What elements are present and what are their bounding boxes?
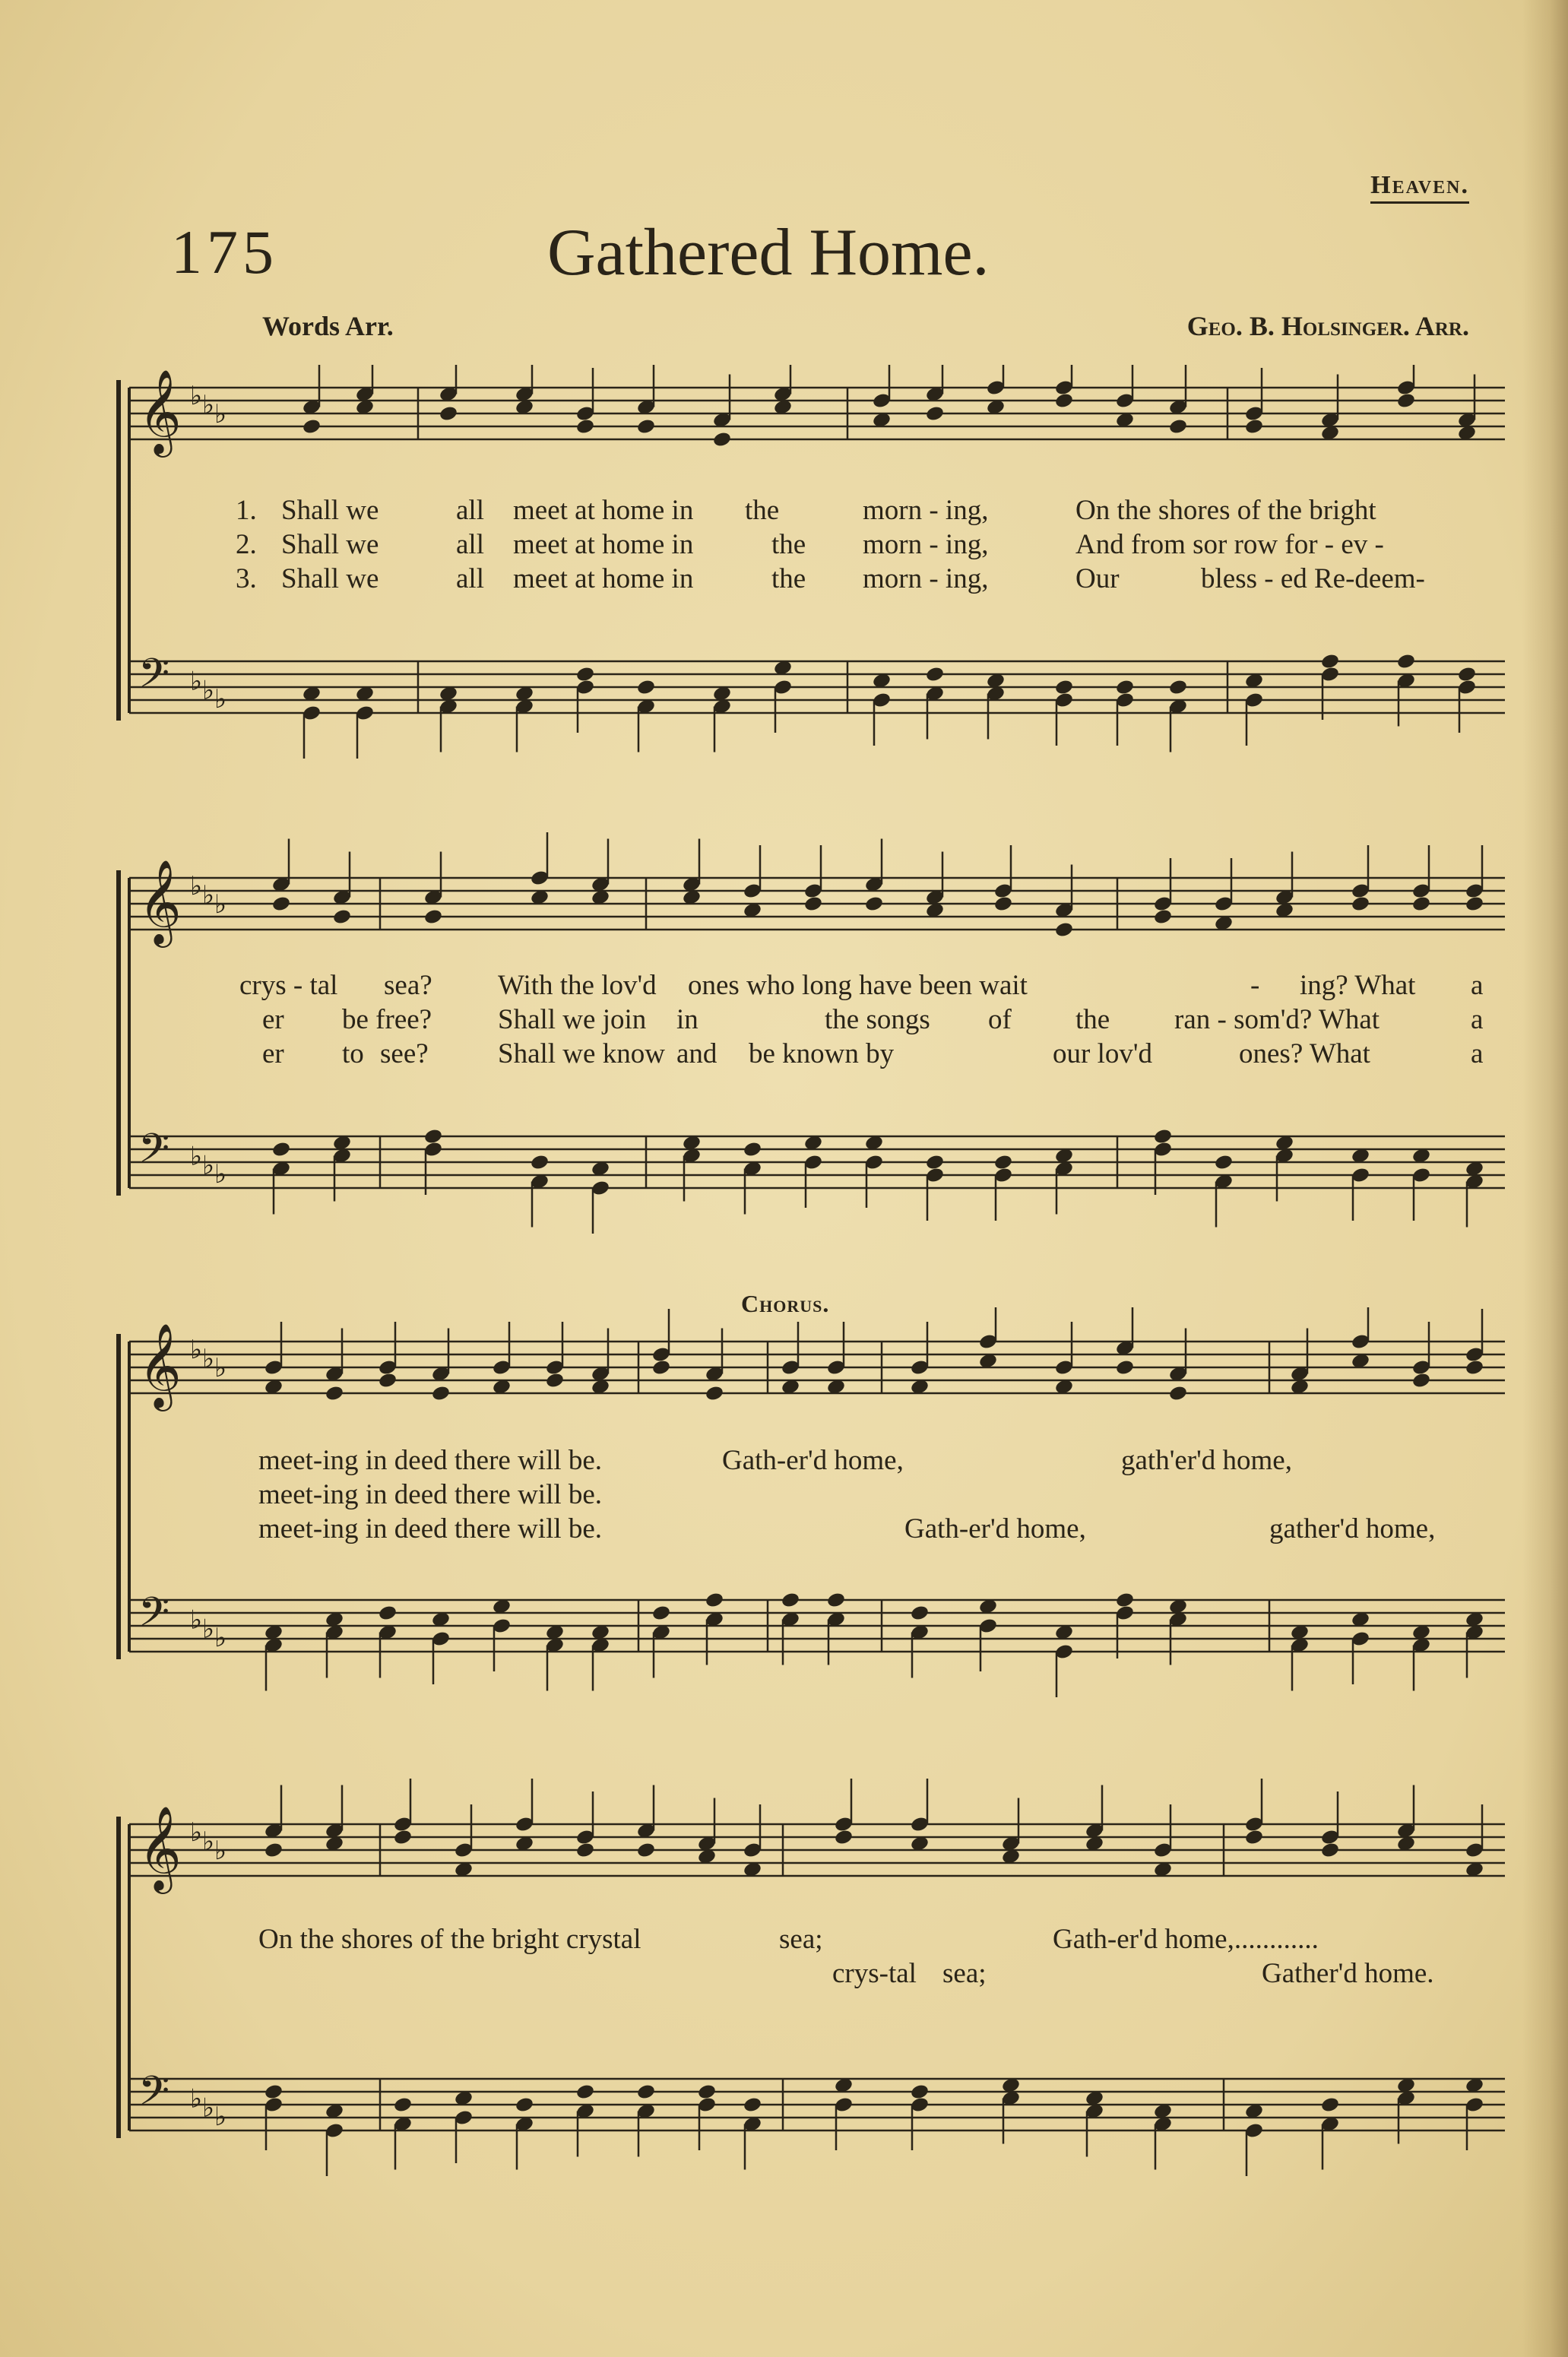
flat-sign: ♭ xyxy=(202,1614,215,1645)
flat-sign: ♭ xyxy=(190,1335,203,1366)
flat-sign: ♭ xyxy=(190,666,203,697)
note-head xyxy=(636,1842,656,1859)
note-head xyxy=(1320,2096,1340,2114)
treble-clef: 𝄞 xyxy=(138,859,182,944)
section-heading: Heaven. xyxy=(1370,171,1469,204)
flat-sign: ♭ xyxy=(190,1605,203,1636)
lyric-line-verse-2: 2. Shall we all meet at home in the morn - ing, And from sor row for - ev - xyxy=(236,529,1384,560)
flat-sign: ♭ xyxy=(202,675,215,706)
note-head xyxy=(1115,1592,1135,1609)
note-head xyxy=(705,1592,724,1609)
lyric-line-verse-2: er be free? Shall we join in the songs of the ran - som'd? What a xyxy=(262,1004,1484,1035)
note-head xyxy=(826,1592,846,1609)
note-head xyxy=(697,2083,717,2101)
note-head xyxy=(271,1141,291,1158)
note-head xyxy=(530,1154,550,1171)
note-head xyxy=(1465,1359,1484,1377)
treble-clef: 𝄞 xyxy=(138,369,182,454)
lyric-line-2: meet-ing in deed there will be. xyxy=(258,1479,603,1510)
note-head xyxy=(439,405,458,423)
note-head xyxy=(925,666,945,683)
note-head xyxy=(1168,679,1188,696)
note-head xyxy=(1244,418,1264,436)
flat-sign: ♭ xyxy=(214,1159,227,1190)
lyric-line-verse-3: 3. Shall we all meet at home in the morn - ing, Our bless - ed Re-deem- xyxy=(236,563,1425,594)
note-head xyxy=(712,431,732,448)
note-head xyxy=(1054,392,1074,410)
note-head xyxy=(423,908,443,926)
flat-sign: ♭ xyxy=(214,1835,227,1866)
music-system-3 xyxy=(114,1307,1505,1733)
note-head xyxy=(1244,1829,1264,1846)
flat-sign: ♭ xyxy=(190,1141,203,1172)
note-head xyxy=(1153,908,1173,926)
flat-sign: ♭ xyxy=(190,2083,203,2115)
note-head xyxy=(271,895,291,913)
note-head xyxy=(651,1605,671,1622)
note-head xyxy=(431,1385,451,1402)
bass-clef: 𝄢 xyxy=(138,1126,170,1182)
note-head xyxy=(302,418,322,436)
treble-clef: 𝄞 xyxy=(138,1805,182,1890)
hymn-number: 175 xyxy=(171,217,278,287)
lyric-line-1: On the shores of the bright crystal sea; Gath-er'd home,............ xyxy=(258,1924,1319,1955)
note-head xyxy=(378,1372,398,1389)
note-head xyxy=(781,1592,800,1609)
flat-sign: ♭ xyxy=(202,1150,215,1181)
note-head xyxy=(651,1359,671,1377)
flat-sign: ♭ xyxy=(214,398,227,429)
note-head xyxy=(636,418,656,436)
flat-sign: ♭ xyxy=(214,684,227,715)
flat-sign: ♭ xyxy=(202,880,215,911)
note-head xyxy=(705,1385,724,1402)
note-head xyxy=(803,895,823,913)
flat-sign: ♭ xyxy=(214,2102,227,2133)
music-system-2 xyxy=(114,817,1505,1258)
music-system-4 xyxy=(114,1775,1505,2200)
flat-sign: ♭ xyxy=(190,1817,203,1849)
treble-clef: 𝄞 xyxy=(138,1323,182,1408)
note-head xyxy=(393,2096,413,2114)
note-head xyxy=(1168,1385,1188,1402)
note-head xyxy=(910,1605,930,1622)
note-head xyxy=(332,908,352,926)
flat-sign: ♭ xyxy=(214,1352,227,1383)
note-head xyxy=(325,1385,344,1402)
note-head xyxy=(925,405,945,423)
flat-sign: ♭ xyxy=(190,381,203,412)
note-head xyxy=(1115,1359,1135,1377)
note-head xyxy=(834,1829,854,1846)
flat-sign: ♭ xyxy=(202,390,215,420)
note-head xyxy=(743,2096,762,2114)
page-edge-shadow xyxy=(1522,0,1568,2357)
note-head xyxy=(864,895,884,913)
note-head xyxy=(393,1829,413,1846)
flat-sign: ♭ xyxy=(214,1623,227,1654)
note-head xyxy=(1411,895,1431,913)
note-head xyxy=(993,895,1013,913)
note-head xyxy=(575,2083,595,2101)
lyric-line-1: meet-ing in deed there will be. Gath-er'd home, gath'er'd home, xyxy=(258,1445,1292,1476)
note-head xyxy=(515,2096,534,2114)
flat-sign: ♭ xyxy=(202,2092,215,2124)
flat-sign: ♭ xyxy=(190,871,203,902)
flat-sign: ♭ xyxy=(214,889,227,920)
note-head xyxy=(743,1141,762,1158)
lyric-line-verse-1: 1. Shall we all meet at home in the morn - ing, On the shores of the bright xyxy=(236,495,1376,526)
lyric-line-3: meet-ing in deed there will be. Gath-er'd home, gather'd home, xyxy=(258,1513,1436,1544)
flat-sign: ♭ xyxy=(202,1344,215,1374)
note-head xyxy=(910,2083,930,2101)
note-head xyxy=(1320,653,1340,670)
hymn-title: Gathered Home. xyxy=(547,216,990,290)
note-head xyxy=(636,679,656,696)
note-head xyxy=(575,418,595,436)
note-head xyxy=(1457,666,1477,683)
bass-clef: 𝄢 xyxy=(138,651,170,707)
chorus-label: Chorus. xyxy=(741,1290,830,1317)
note-head xyxy=(1115,679,1135,696)
note-head xyxy=(575,1842,595,1859)
note-head xyxy=(1351,895,1370,913)
flat-sign: ♭ xyxy=(202,1826,215,1857)
note-head xyxy=(264,2083,284,2101)
note-head xyxy=(1396,392,1416,410)
lyric-line-verse-3: er to see? Shall we know and be known by our lov'd ones? What a xyxy=(262,1038,1484,1069)
note-head xyxy=(378,1605,398,1622)
note-head xyxy=(1411,1372,1431,1389)
note-head xyxy=(545,1372,565,1389)
note-head xyxy=(1168,418,1188,436)
note-head xyxy=(264,1842,284,1859)
note-head xyxy=(636,2083,656,2101)
note-head xyxy=(1153,1128,1173,1145)
lyric-line-verse-1: crys - tal sea? With the lov'd ones who long have been wait - ing? What a xyxy=(239,970,1484,1001)
note-head xyxy=(993,1154,1013,1171)
note-head xyxy=(575,666,595,683)
note-head xyxy=(1396,653,1416,670)
words-credit: Words Arr. xyxy=(262,311,394,341)
note-head xyxy=(925,1154,945,1171)
lyric-line-2: crys-tal sea; Gather'd home. xyxy=(832,1958,1434,1989)
music-credit: Geo. B. Holsinger. Arr. xyxy=(1186,311,1469,341)
note-head xyxy=(1054,921,1074,939)
note-head xyxy=(423,1128,443,1145)
note-head xyxy=(1054,679,1074,696)
bass-clef: 𝄢 xyxy=(138,2068,170,2124)
note-head xyxy=(1465,895,1484,913)
note-head xyxy=(1320,1842,1340,1859)
music-system-1 xyxy=(114,365,1505,760)
note-head xyxy=(1214,1154,1234,1171)
bass-clef: 𝄢 xyxy=(138,1589,170,1646)
